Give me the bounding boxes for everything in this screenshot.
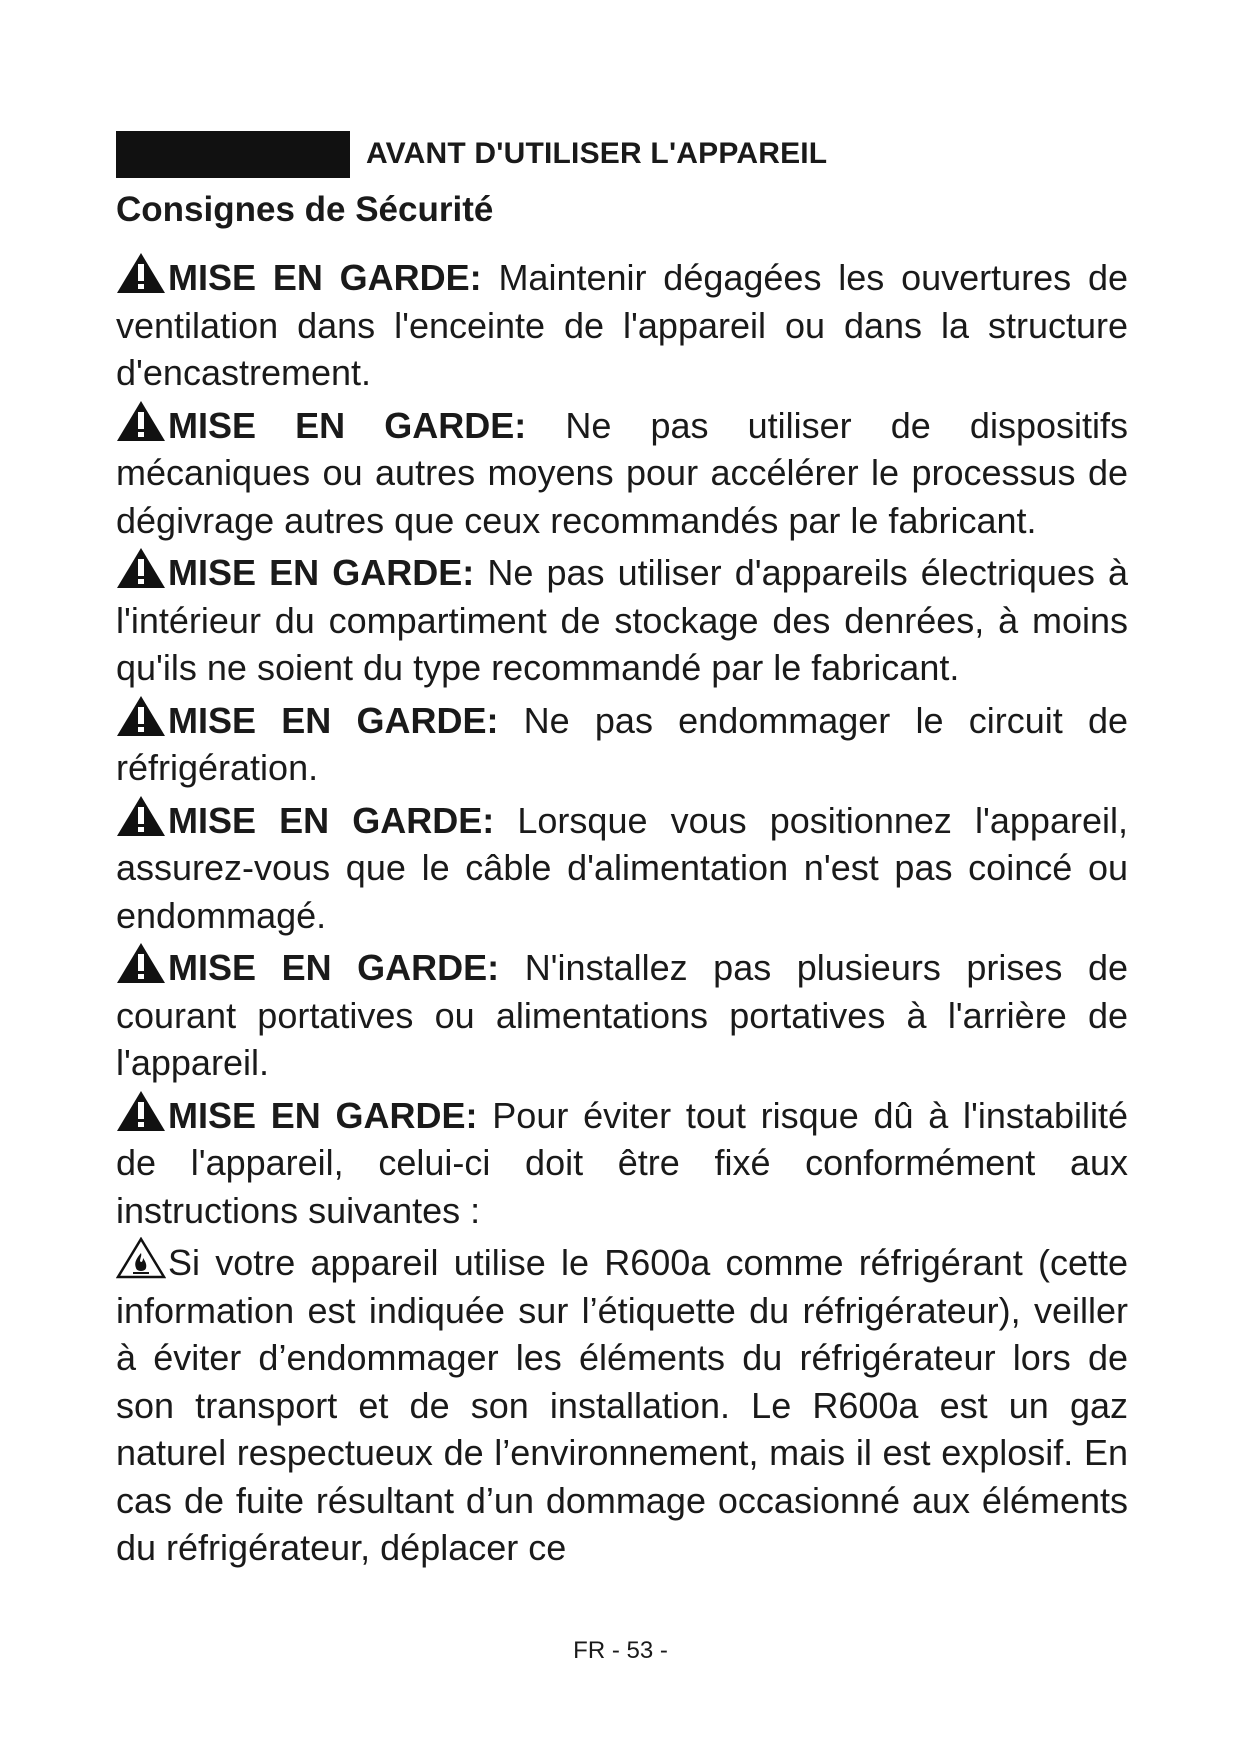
warning-triangle-icon: [116, 795, 166, 837]
section-header-bar: [116, 131, 350, 178]
warning-text: Lorsque vous positionnez l'appareil, assurez-vous que le câble d'alimentation n'est pas coincé ou endommagé.: [116, 799, 1128, 936]
warning-label: MISE EN GARDE:: [168, 552, 475, 593]
warning-text: Ne pas utiliser de dispositifs mécaniques ou autres moyens pour accélérer le processus de dégivrage autres que ceux recommandés par le fabricant.: [116, 404, 1128, 541]
warning-paragraph: [116, 547, 1128, 692]
page-number: FR - 53 -: [573, 1637, 668, 1664]
warning-triangle-icon: [116, 252, 166, 294]
warning-label: MISE EN GARDE:: [168, 699, 499, 741]
warning-text: Ne pas utiliser d'appareils électriques à l'intérieur du compartiment de stockage des denrées, à moins qu'ils ne soient du type recommandé par le fabricant.: [116, 552, 1128, 688]
warning-triangle-icon: [116, 695, 166, 737]
warning-paragraph: [116, 400, 1128, 545]
flammable-paragraph: [116, 1237, 1128, 1572]
warning-triangle-icon: [116, 547, 166, 589]
warning-label: MISE EN GARDE:: [168, 799, 495, 841]
warning-paragraph: [116, 695, 1128, 792]
safety-instructions: [116, 252, 1128, 1575]
warning-paragraph: [116, 252, 1128, 397]
section-title: Consignes de Sécurité: [116, 190, 494, 229]
warning-text: Pour éviter tout risque dû à l'instabilité de l'appareil, celui-ci doit être fixé conformément aux instructions suivantes :: [116, 1094, 1128, 1231]
warning-paragraph: [116, 942, 1128, 1087]
warning-label: MISE EN GARDE:: [168, 947, 500, 988]
warning-text: Maintenir dégagées les ouvertures de ventilation dans l'enceinte de l'appareil ou dans la structure d'encastrement.: [116, 257, 1128, 393]
chapter-title: AVANT D'UTILISER L'APPAREIL: [366, 137, 828, 170]
warning-paragraph: [116, 795, 1128, 940]
warning-text: Ne pas endommager le circuit de réfrigération.: [116, 699, 1128, 788]
warning-label: MISE EN GARDE:: [168, 1094, 478, 1136]
warning-triangle-icon: [116, 942, 166, 984]
warning-text: N'installez pas plusieurs prises de courant portatives ou alimentations portatives à l'arrière de l'appareil.: [116, 947, 1128, 1083]
flammable-note-text: Si votre appareil utilise le R600a comme réfrigérant (cette information est indiquée sur l’étiquette du réfrigérateur), veiller à éviter d’endommager les éléments du réfrigérateur lors de son transport et de son installation. Le R600a est un gaz naturel respectueux de l’environnement, mais il est explosif. En cas de fuite résultant d’un dommage occasionné aux éléments du réfrigérateur, déplacer ce: [116, 1242, 1128, 1568]
warning-label: MISE EN GARDE:: [168, 257, 482, 298]
flammable-warning-icon: [116, 1237, 166, 1279]
warning-triangle-icon: [116, 1090, 166, 1132]
warning-paragraph: [116, 1090, 1128, 1235]
warning-triangle-icon: [116, 400, 166, 442]
warning-label: MISE EN GARDE:: [168, 404, 527, 446]
